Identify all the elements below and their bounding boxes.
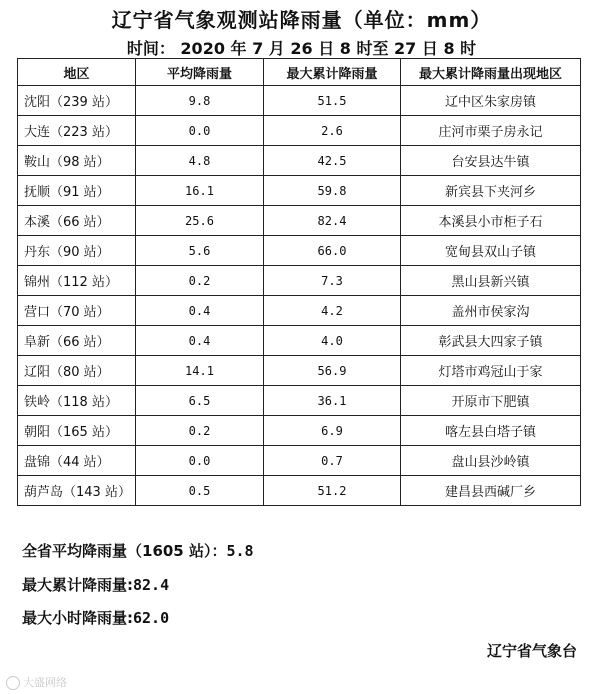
cell-avg-rainfall: 16.1 (136, 176, 264, 206)
time-range: 2020 年 7 月 26 日 8 时至 27 日 8 时 (180, 39, 477, 58)
cell-region: 铁岭（118 站） (18, 386, 136, 416)
cell-avg-rainfall: 0.0 (136, 116, 264, 146)
table-row (18, 146, 581, 176)
cell-max-location: 开原市下肥镇 (401, 386, 581, 416)
cell-max-rainfall: 4.2 (264, 296, 401, 326)
cell-region: 本溪（66 站） (18, 206, 136, 236)
time-range-line (0, 36, 603, 59)
cell-max-rainfall: 4.0 (264, 326, 401, 356)
cell-region: 大连（223 站） (18, 116, 136, 146)
cell-region: 抚顺（91 站） (18, 176, 136, 206)
table-row (18, 326, 581, 356)
cell-max-location: 灯塔市鸡冠山于家 (401, 356, 581, 386)
table-row (18, 476, 581, 506)
cell-max-rainfall: 56.9 (264, 356, 401, 386)
cell-avg-rainfall: 0.4 (136, 326, 264, 356)
watermark-logo-icon (6, 676, 20, 690)
cell-avg-rainfall: 0.2 (136, 416, 264, 446)
table-row (18, 416, 581, 446)
cell-avg-rainfall: 14.1 (136, 356, 264, 386)
cell-avg-rainfall: 25.6 (136, 206, 264, 236)
table-row (18, 176, 581, 206)
province-average (22, 540, 254, 561)
cell-region: 鞍山（98 站） (18, 146, 136, 176)
header-max-rainfall: 最大累计降雨量 (264, 59, 401, 86)
cell-max-location: 庄河市栗子房永记 (401, 116, 581, 146)
cell-region: 盘锦（44 站） (18, 446, 136, 476)
cell-max-location: 辽中区朱家房镇 (401, 86, 581, 116)
cell-avg-rainfall: 0.4 (136, 296, 264, 326)
cell-max-location: 宽甸县双山子镇 (401, 236, 581, 266)
cell-region: 营口（70 站） (18, 296, 136, 326)
cell-max-location: 台安县达牛镇 (401, 146, 581, 176)
time-label: 时间： (126, 39, 175, 58)
table-row (18, 236, 581, 266)
max-total-label: 最大累计降雨量: (22, 576, 133, 594)
cell-avg-rainfall: 5.6 (136, 236, 264, 266)
table-row (18, 356, 581, 386)
table-row (18, 386, 581, 416)
cell-max-location: 建昌县西碱厂乡 (401, 476, 581, 506)
cell-max-rainfall: 51.5 (264, 86, 401, 116)
cell-max-location: 盖州市侯家沟 (401, 296, 581, 326)
province-average-label: 全省平均降雨量（1605 站）： (22, 542, 227, 560)
cell-avg-rainfall: 0.0 (136, 446, 264, 476)
table-header-row (18, 59, 581, 86)
organization-name: 辽宁省气象台 (486, 642, 577, 660)
cell-avg-rainfall: 9.8 (136, 86, 264, 116)
cell-max-rainfall: 51.2 (264, 476, 401, 506)
cell-region: 沈阳（239 站） (18, 86, 136, 116)
cell-max-rainfall: 36.1 (264, 386, 401, 416)
cell-avg-rainfall: 6.5 (136, 386, 264, 416)
cell-max-rainfall: 6.9 (264, 416, 401, 446)
cell-region: 朝阳（165 站） (18, 416, 136, 446)
header-region: 地区 (18, 59, 136, 86)
cell-avg-rainfall: 0.2 (136, 266, 264, 296)
cell-max-location: 黑山县新兴镇 (401, 266, 581, 296)
cell-max-rainfall: 0.7 (264, 446, 401, 476)
max-total-rainfall (22, 574, 169, 595)
table-row (18, 296, 581, 326)
cell-max-rainfall: 66.0 (264, 236, 401, 266)
cell-max-rainfall: 42.5 (264, 146, 401, 176)
cell-max-rainfall: 2.6 (264, 116, 401, 146)
header-max-location: 最大累计降雨量出现地区 (401, 59, 581, 86)
cell-region: 阜新（66 站） (18, 326, 136, 356)
table-row (18, 86, 581, 116)
header-avg-rainfall: 平均降雨量 (136, 59, 264, 86)
cell-max-location: 喀左县白塔子镇 (401, 416, 581, 446)
cell-region: 丹东（90 站） (18, 236, 136, 266)
cell-max-rainfall: 82.4 (264, 206, 401, 236)
cell-max-location: 新宾县下夹河乡 (401, 176, 581, 206)
table-row (18, 116, 581, 146)
cell-max-location: 本溪县小市柜子石 (401, 206, 581, 236)
cell-max-location: 彰武县大四家子镇 (401, 326, 581, 356)
cell-region: 锦州（112 站） (18, 266, 136, 296)
max-hourly-rainfall (22, 607, 169, 628)
cell-region: 葫芦岛（143 站） (18, 476, 136, 506)
cell-max-rainfall: 59.8 (264, 176, 401, 206)
cell-avg-rainfall: 4.8 (136, 146, 264, 176)
cell-max-rainfall: 7.3 (264, 266, 401, 296)
table-row (18, 266, 581, 296)
table-row (18, 446, 581, 476)
cell-avg-rainfall: 0.5 (136, 476, 264, 506)
document-title: 辽宁省气象观测站降雨量（单位：mm） (111, 8, 492, 32)
cell-region: 辽阳（80 站） (18, 356, 136, 386)
watermark (6, 674, 67, 690)
table-row (18, 206, 581, 236)
cell-max-location: 盘山县沙岭镇 (401, 446, 581, 476)
watermark-text: 大盛网络 (23, 676, 67, 689)
province-average-value: 5.8 (226, 542, 254, 560)
max-hourly-value: 62.0 (133, 609, 170, 627)
max-hourly-label: 最大小时降雨量: (22, 609, 133, 627)
rainfall-table (17, 58, 581, 506)
max-total-value: 82.4 (133, 576, 170, 594)
